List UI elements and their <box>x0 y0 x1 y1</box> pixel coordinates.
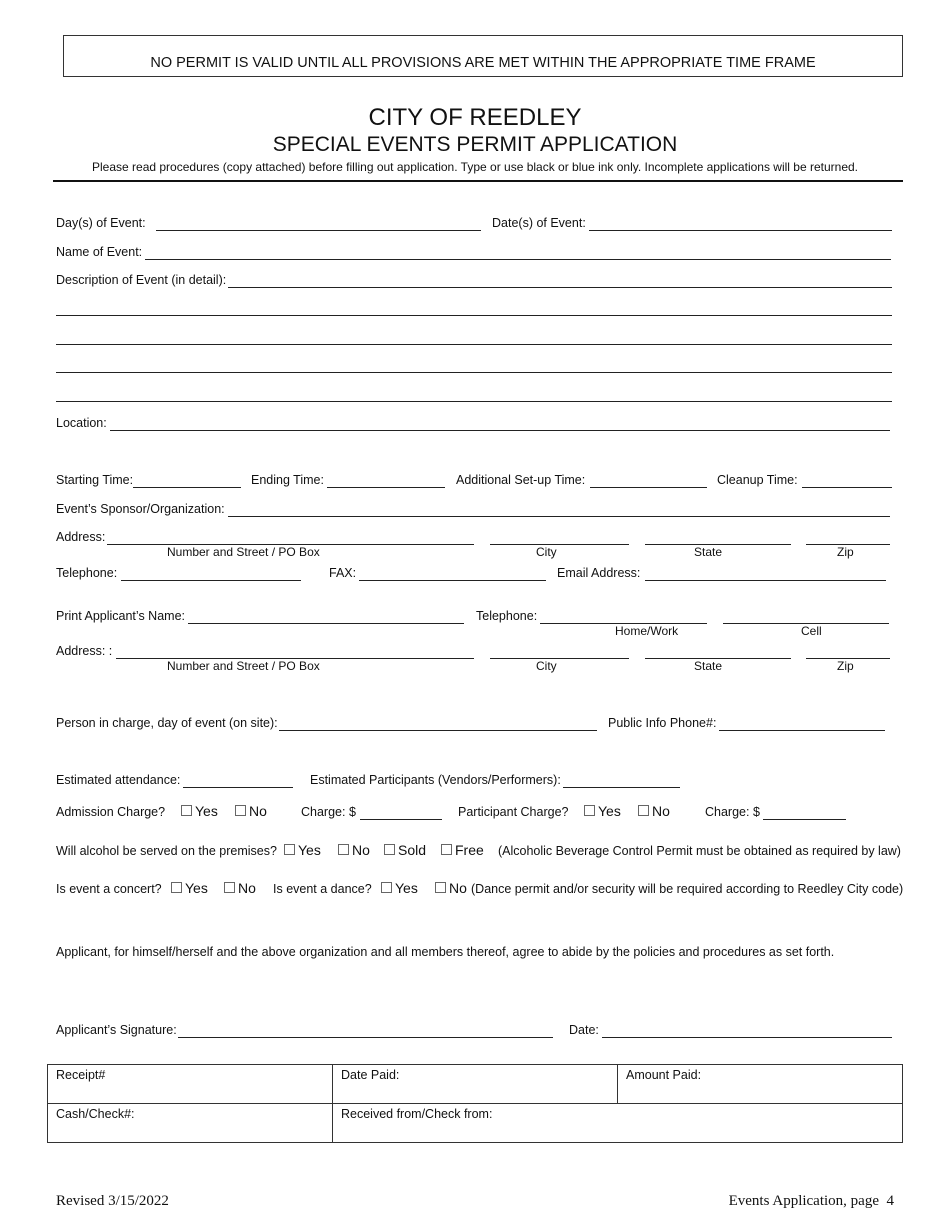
applicant-city-field[interactable] <box>490 658 629 659</box>
dance-yes-checkbox[interactable] <box>381 882 392 893</box>
cell-caption: Cell <box>801 624 822 638</box>
sponsor-city-field[interactable] <box>490 544 629 545</box>
public-phone-label: Public Info Phone#: <box>608 716 717 730</box>
dates-label: Date(s) of Event: <box>492 216 586 230</box>
starting-time-label: Starting Time: <box>56 473 134 487</box>
sponsor-street-caption: Number and Street / PO Box <box>167 545 320 559</box>
applicant-street-caption: Number and Street / PO Box <box>167 659 320 673</box>
starting-time-field[interactable] <box>133 487 241 488</box>
attendance-label: Estimated attendance: <box>56 773 181 787</box>
dance-yes-option[interactable]: Yes <box>381 880 418 896</box>
signature-date-label: Date: <box>569 1023 599 1037</box>
sponsor-fax-label: FAX: <box>329 566 357 580</box>
sponsor-email-label: Email Address: <box>557 566 641 580</box>
concert-question: Is event a concert? <box>56 882 162 896</box>
dance-note: (Dance permit and/or security will be required according to Reedley City code) <box>471 882 904 896</box>
admission-charge-label: Admission Charge? <box>56 805 166 819</box>
header-divider <box>53 180 903 182</box>
description-line-4[interactable] <box>56 372 892 373</box>
date-paid-cell[interactable] <box>333 1065 618 1104</box>
participant-charge-amount-label: Charge: $ <box>705 805 760 819</box>
applicant-name-label: Print Applicant’s Name: <box>56 609 185 623</box>
applicant-name-field[interactable] <box>188 623 464 624</box>
sponsor-telephone-label: Telephone: <box>56 566 118 580</box>
participants-label: Estimated Participants (Vendors/Performers): <box>310 773 561 787</box>
applicant-city-caption: City <box>536 659 557 673</box>
ending-time-label: Ending Time: <box>251 473 324 487</box>
applicant-state-caption: State <box>694 659 723 673</box>
participant-yes-checkbox[interactable] <box>584 805 595 816</box>
alcohol-yes-option[interactable]: Yes <box>284 842 321 858</box>
payment-row <box>48 1065 903 1104</box>
concert-yes-option[interactable]: Yes <box>171 880 208 896</box>
setup-time-field[interactable] <box>590 487 707 488</box>
payment-row <box>48 1104 903 1143</box>
sponsor-city-caption: City <box>536 545 557 559</box>
revised-date: Revised 3/15/2022 <box>56 1193 169 1209</box>
description-line-3[interactable] <box>56 344 892 345</box>
date-paid-label: Date Paid: <box>341 1068 400 1082</box>
city-title: CITY OF REEDLEY <box>368 104 582 131</box>
cleanup-time-field[interactable] <box>802 487 892 488</box>
amount-paid-label: Amount Paid: <box>626 1068 702 1082</box>
home-work-caption: Home/Work <box>615 624 679 638</box>
alcohol-yes-checkbox[interactable] <box>284 844 295 855</box>
location-field[interactable] <box>110 430 890 431</box>
dates-field[interactable] <box>589 230 892 231</box>
applicant-zip-caption: Zip <box>837 659 854 673</box>
admission-charge-amount-label: Charge: $ <box>301 805 356 819</box>
days-label: Day(s) of Event: <box>56 216 146 230</box>
description-line-2[interactable] <box>56 315 892 316</box>
payment-table <box>47 1064 903 1143</box>
participant-yes-option[interactable]: Yes <box>584 803 621 819</box>
alcohol-no-checkbox[interactable] <box>338 844 349 855</box>
notice-banner <box>63 35 903 77</box>
sponsor-email-field[interactable] <box>645 580 886 581</box>
sponsor-field[interactable] <box>228 516 890 517</box>
event-name-field[interactable] <box>145 259 891 260</box>
admission-charge-amount-field[interactable] <box>360 819 442 820</box>
received-from-label: Received from/Check from: <box>341 1107 493 1121</box>
concert-yes-checkbox[interactable] <box>171 882 182 893</box>
participant-no-option[interactable]: No <box>638 803 670 819</box>
participants-field[interactable] <box>563 787 680 788</box>
sponsor-address-label: Address: <box>56 530 106 544</box>
form-title: SPECIAL EVENTS PERMIT APPLICATION <box>272 133 678 156</box>
person-in-charge-field[interactable] <box>279 730 597 731</box>
cash-check-label: Cash/Check#: <box>56 1107 135 1121</box>
public-phone-field[interactable] <box>719 730 885 731</box>
cash-check-cell[interactable] <box>48 1104 333 1143</box>
participant-charge-amount-field[interactable] <box>763 819 846 820</box>
signature-date-field[interactable] <box>602 1037 892 1038</box>
alcohol-note: (Alcoholic Beverage Control Permit must be obtained as required by law) <box>498 844 901 858</box>
alcohol-free-option[interactable]: Free <box>441 842 484 858</box>
person-in-charge-label: Person in charge, day of event (on site): <box>56 716 278 730</box>
alcohol-sold-option[interactable]: Sold <box>384 842 426 858</box>
participant-no-checkbox[interactable] <box>638 805 649 816</box>
alcohol-sold-checkbox[interactable] <box>384 844 395 855</box>
setup-time-label: Additional Set-up Time: <box>456 473 586 487</box>
attendance-field[interactable] <box>183 787 293 788</box>
ending-time-field[interactable] <box>327 487 445 488</box>
admission-yes-option[interactable]: Yes <box>181 803 218 819</box>
sponsor-fax-field[interactable] <box>359 580 546 581</box>
form-instructions: Please read procedures (copy attached) before filling out application. Type or use black or blue ink only. Incomplete applications will be returned. <box>92 160 858 174</box>
event-name-label: Name of Event: <box>56 245 143 259</box>
admission-no-checkbox[interactable] <box>235 805 246 816</box>
sponsor-telephone-field[interactable] <box>121 580 301 581</box>
alcohol-no-option[interactable]: No <box>338 842 370 858</box>
amount-paid-cell[interactable] <box>618 1065 903 1104</box>
description-label: Description of Event (in detail): <box>56 273 227 287</box>
days-field[interactable] <box>156 230 481 231</box>
notice-text: NO PERMIT IS VALID UNTIL ALL PROVISIONS ARE MET WITHIN THE APPROPRIATE TIME FRAME <box>150 55 816 71</box>
sponsor-state-caption: State <box>694 545 723 559</box>
received-from-cell[interactable] <box>333 1104 903 1143</box>
description-field[interactable] <box>228 287 892 288</box>
concert-no-option[interactable]: No <box>224 880 256 896</box>
page-number: Events Application, page 4 <box>728 1193 894 1209</box>
concert-no-checkbox[interactable] <box>224 882 235 893</box>
receipt-cell[interactable] <box>48 1065 333 1104</box>
cleanup-time-label: Cleanup Time: <box>717 473 798 487</box>
dance-no-option[interactable]: No <box>435 880 467 896</box>
description-line-5[interactable] <box>56 401 892 402</box>
signature-label: Applicant’s Signature: <box>56 1023 177 1037</box>
admission-yes-checkbox[interactable] <box>181 805 192 816</box>
alcohol-free-checkbox[interactable] <box>441 844 452 855</box>
dance-no-checkbox[interactable] <box>435 882 446 893</box>
receipt-label: Receipt# <box>56 1068 106 1082</box>
applicant-telephone-label: Telephone: <box>476 609 538 623</box>
signature-field[interactable] <box>178 1037 553 1038</box>
alcohol-question: Will alcohol be served on the premises? <box>56 844 277 858</box>
agreement-text: Applicant, for himself/herself and the above organization and all members thereof, agree to abide by the policies and procedures as set forth. <box>56 945 835 959</box>
admission-no-option[interactable]: No <box>235 803 267 819</box>
participant-charge-label: Participant Charge? <box>458 805 569 819</box>
applicant-address-label: Address: : <box>56 644 113 658</box>
dance-question: Is event a dance? <box>273 882 372 896</box>
sponsor-zip-caption: Zip <box>837 545 854 559</box>
sponsor-label: Event’s Sponsor/Organization: <box>56 502 225 516</box>
location-label: Location: <box>56 416 107 430</box>
